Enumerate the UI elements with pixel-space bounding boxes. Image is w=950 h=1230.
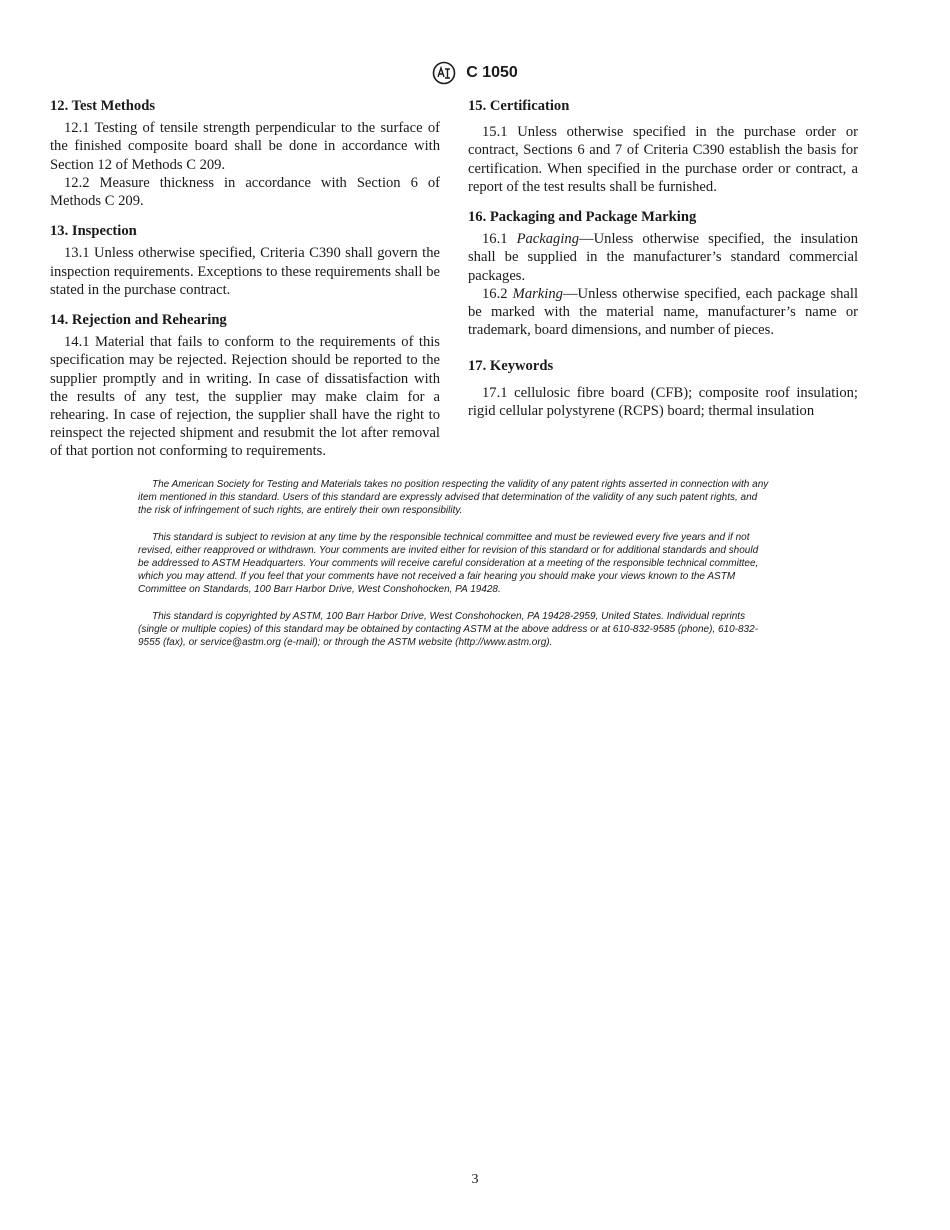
section-packaging <box>468 208 858 339</box>
para-number: 16.1 <box>482 231 517 248</box>
section-rejection <box>50 311 440 461</box>
para-text: —Unless otherwise specified, the insulation shall be supplied in the manufacturer’s standard commercial packages. <box>468 231 858 284</box>
right-column <box>468 97 858 432</box>
patent-notice: The American Society for Testing and Materials takes no position respecting the validity of any patent rights asserted in connection with any item mentioned in this standard. Users of this standard are expressly advised that determination of the validity of any such patent rights, and the risk of infringement of such rights, are entirely their own responsibility. <box>138 479 769 516</box>
paragraph: 13.1 Unless otherwise specified, Criteria C390 shall govern the inspection requirements. Exceptions to these requirements shall be stated in the purchase contract. <box>50 245 440 298</box>
section-certification <box>468 97 858 196</box>
term-marking: Marking <box>512 285 563 302</box>
paragraph: 15.1 Unless otherwise specified in the purchase order or contract, Sections 6 and 7 of Criteria C390 establish the basis for certification. When specified in the purchase order or contract, a report of the test results shall be furnished. <box>468 124 858 195</box>
section-heading: 16. Packaging and Package Marking <box>468 209 697 226</box>
standard-designation: C 1050 <box>466 64 518 81</box>
revision-notice: This standard is subject to revision at any time by the responsible technical committee and must be reviewed every five years and if not revised, either reapproved or withdrawn. Your comments are invited either for revision of this standard or for additional standards and should be addressed to ASTM Headquarters. Your comments will receive careful consideration at a meeting of the responsible technical committee, which you may attend. If you feel that your comments have not received a fair hearing you should make your views known to the ASTM Committee on Standards, 100 Barr Harbor Drive, West Conshohocken, PA 19428. <box>138 532 759 595</box>
page-number: 3 <box>471 1172 479 1187</box>
paragraph: 17.1 cellulosic fibre board (CFB); composite roof insulation; rigid cellular polystyrene (RCPS) board; thermal insulation <box>468 384 858 419</box>
left-column <box>50 97 440 473</box>
section-inspection <box>50 222 440 299</box>
paragraph <box>468 285 858 340</box>
legal-notices <box>138 478 772 663</box>
page-header <box>0 61 950 85</box>
paragraph: 14.1 Material that fails to conform to the requirements of this specification may be rejected. Rejection should be reported to the supplier promptly and in writing. In case of dissatisfaction with the results of any test, the supplier may make claim for a rehearing. In case of rejection, the supplier shall have the right to reinspect the rejected shipment and resubmit the lot after removal of that portion not conforming to requirements. <box>50 334 440 460</box>
section-heading: 13. Inspection <box>50 223 137 240</box>
section-heading: 15. Certification <box>468 98 570 114</box>
section-heading: 14. Rejection and Rehearing <box>50 312 227 329</box>
paragraph: 12.1 Testing of tensile strength perpendicular to the surface of the finished composite board shall be done in accordance with Section 12 of Methods C 209. <box>50 120 440 173</box>
para-text: —Unless otherwise specified, each package shall be marked with the material name, manufacturer’s name or trademark, board dimensions, and number of pieces. <box>468 285 859 339</box>
section-test-methods <box>50 97 440 210</box>
astm-logo-icon <box>432 61 456 85</box>
paragraph <box>468 230 858 285</box>
copyright-notice: This standard is copyrighted by ASTM, 100 Barr Harbor Drive, West Conshohocken, PA 19428-2959, United States. Individual reprints (single or multiple copies) of this standard may be obtained by contacting ASTM at the above address or at 610-832-9585 (phone), 610-832-9555 (fax), or service@astm.org (e-mail); or through the ASTM website (http://www.astm.org). <box>138 611 758 648</box>
section-heading: 17. Keywords <box>468 358 554 375</box>
term-packaging: Packaging <box>516 231 580 248</box>
section-heading: 12. Test Methods <box>50 98 156 114</box>
section-keywords <box>468 357 858 420</box>
paragraph: 12.2 Measure thickness in accordance with Section 6 of Methods C 209. <box>50 174 440 210</box>
para-number: 16.2 <box>482 285 513 302</box>
